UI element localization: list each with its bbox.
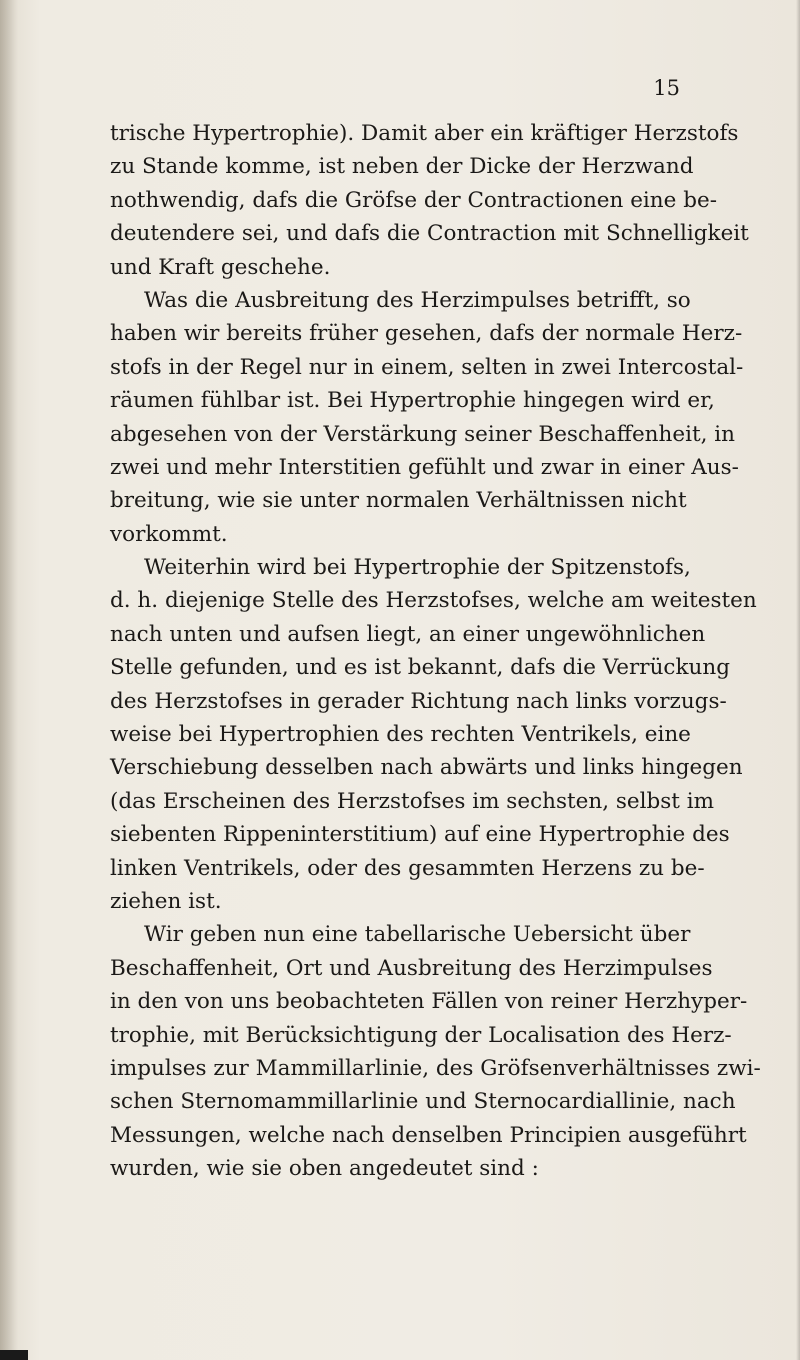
text-line: deutendere sei, und dafs die Contraction mit Schnelligkeit (110, 221, 749, 247)
spine-shadow (0, 0, 18, 1360)
text-line: trische Hypertrophie). Damit aber ein kräftiger Herzstofs (110, 121, 739, 146)
text-line: schen Sternomammillarlinie und Sternocardiallinie, nach (110, 1089, 736, 1115)
text-line: breitung, wie sie unter normalen Verhältnissen nicht (110, 488, 687, 514)
page-number: 15 (653, 76, 680, 100)
text-line: Weiterhin wird bei Hypertrophie der Spitzenstofs, (144, 555, 691, 581)
text-line: räumen fühlbar ist. Bei Hypertrophie hingegen wird er, (110, 388, 715, 414)
text-line: weise bei Hypertrophien des rechten Ventrikels, eine (110, 722, 691, 748)
text-line: wurden, wie sie oben angedeutet sind : (110, 1156, 539, 1182)
text-line: Stelle gefunden, und es ist bekannt, dafs die Verrückung (110, 655, 730, 681)
page-edge (796, 0, 800, 1360)
text-line: siebenten Rippeninterstitium) auf eine Hypertrophie des (110, 822, 730, 848)
text-line: Wir geben nun eine tabellarische Uebersicht über (144, 922, 691, 948)
text-line: linken Ventrikels, oder des gesammten Herzens zu be- (110, 855, 705, 881)
text-line: trophie, mit Berücksichtigung der Localisation des Herz- (110, 1022, 732, 1048)
text-line: ziehen ist. (110, 888, 222, 914)
scan-edge-mark (0, 1350, 28, 1360)
text-line: abgesehen von der Verstärkung seiner Beschaffenheit, in (110, 421, 735, 447)
text-line: des Herzstofses in gerader Richtung nach links vorzugs- (110, 688, 727, 714)
text-line: und Kraft geschehe. (110, 254, 331, 280)
body-text (110, 117, 761, 1186)
text-line: Verschiebung desselben nach abwärts und links hingegen (110, 755, 743, 781)
text-line: Beschaffenheit, Ort und Ausbreitung des Herzimpulses (110, 955, 713, 981)
paragraph-2 (110, 284, 744, 551)
text-line: stofs in der Regel nur in einem, selten in zwei Intercostal- (110, 354, 744, 380)
text-line: (das Erscheinen des Herzstofses im sechsten, selbst im (110, 788, 715, 814)
text-line: zu Stande komme, ist neben der Dicke der Herzwand (110, 154, 694, 180)
text-line: nothwendig, dafs die Gröfse der Contractionen eine be- (110, 187, 717, 213)
paragraph-3 (110, 551, 757, 918)
text-line: vorkommt. (110, 521, 228, 547)
text-line: zwei und mehr Interstitien gefühlt und zwar in einer Aus- (110, 454, 739, 480)
text-line: nach unten und aufsen liegt, an einer ungewöhnlichen (110, 621, 706, 647)
text-line: haben wir bereits früher gesehen, dafs der normale Herz- (110, 321, 743, 347)
text-line: Messungen, welche nach denselben Principien ausgeführt (110, 1122, 747, 1148)
paragraph-1 (110, 117, 749, 284)
text-line: impulses zur Mammillarlinie, des Gröfsenverhältnisses zwi- (110, 1055, 761, 1081)
text-line: Was die Ausbreitung des Herzimpulses betrifft, so (144, 287, 691, 313)
text-line: in den von uns beobachteten Fällen von reiner Herzhyper- (110, 989, 748, 1015)
text-line: d. h. diejenige Stelle des Herzstofses, welche am weitesten (110, 588, 757, 614)
paragraph-4 (110, 918, 761, 1185)
